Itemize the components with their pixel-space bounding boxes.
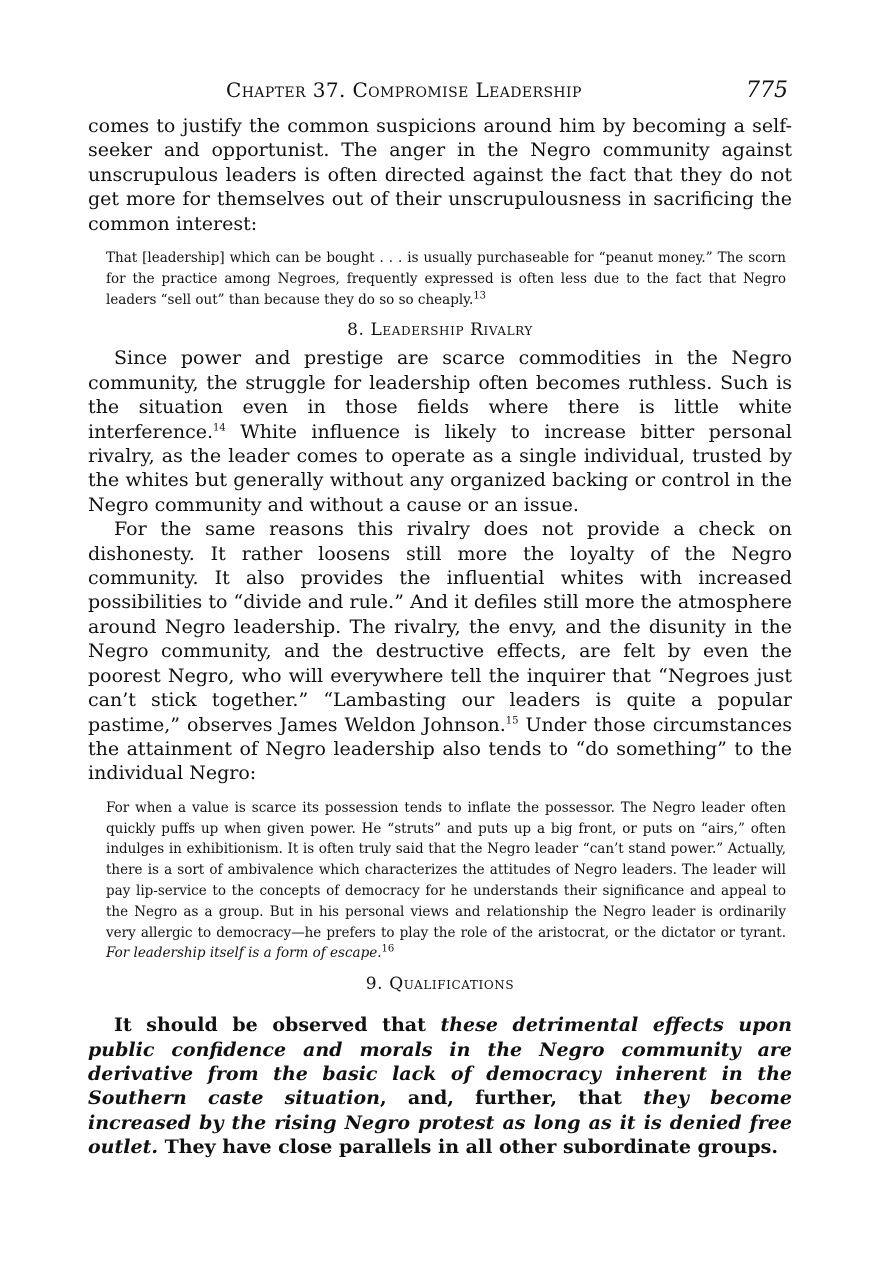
block-quote-1-text: That [leadership] which can be bought . . . is usually purchaseable for “peanut money.” The scorn for the practice among Negroes, frequently expressed is often less due to the fact that Negro leaders “sell out” than because they do so so cheaply. [106,250,786,308]
block-quote-2-italic: For leadership itself is a form of escape. [106,945,382,962]
section-heading-9: 9. Qualifications [365,974,515,995]
footnote-ref-13: 13 [473,290,487,302]
footnote-ref-16: 16 [381,943,395,955]
paragraph-4-emphasis-2: they become increased by the rising Negro protest as long as it is denied free outlet. [88,1087,792,1159]
paragraph-4-c: , and, further, that [379,1087,644,1110]
paragraph-1: comes to justify the common suspicions around him by becoming a self-seeker and opportunist. The anger in the Negro community against unscrupulous leaders is often directed against the fact that they do not get more for themselves out of their unscrupulousness in sacrificing the common interest: [88,115,792,235]
paragraph-4-a: It should be observed that [114,1014,441,1037]
paragraph-2 [88,346,792,517]
paragraph-2-text: Since power and prestige are scarce commodities in the Negro community, the struggle for leadership often becomes ruthless. Such is the situation even in those fields where there is little white interference. [88,347,792,443]
block-quote-2 [106,798,786,964]
section-heading-8: 8. Leadership Rivalry [347,320,533,341]
block-quote-2-text: For when a value is scarce its possession tends to inflate the possessor. The Negro leader often quickly puffs up when given power. He “struts” and puts up a big front, or puts on “airs,” often indulges in exhibitionism. It is often truly said that the Negro leader “can’t stand power.” Actually, there is a sort of ambivalence which characterizes the attitudes of Negro leaders. The leader will pay lip-service to the concepts of democracy for he understands their significance and appeal to the Negro as a group. But in his personal views and relationship the Negro leader is ordinarily very allergic to democracy—he prefers to play the role of the aristocrat, or the dictator or tyrant. [106,799,786,941]
paragraph-4-e: They have close parallels in all other subordinate groups. [157,1136,778,1159]
chapter-title: Chapter 37. Compromise Leadership [226,78,582,102]
paragraph-4-emphasis-1: these detrimental effects upon public confidence and morals in the Negro community are derivative from the basic lack of democracy inherent in the Southern caste situation [88,1014,792,1110]
paragraph-2-text-after: White influence is likely to increase bitter personal rivalry, as the leader comes to operate as a single individual, trusted by the whites but generally without any organized backing or control in the Negro community and without a cause or an issue. [88,420,792,516]
paragraph-3 [88,517,792,785]
running-header [88,70,792,114]
block-quote-1 [106,248,786,310]
book-page [88,70,792,1179]
paragraph-4 [88,1013,792,1159]
paragraph-3-text-after: Under those circumstances the attainment of Negro leadership also tends to “do something” to the individual Negro: [88,713,792,785]
paragraph-3-text: For the same reasons this rivalry does not provide a check on dishonesty. It rather loosens still more the loyalty of the Negro community. It also provides the influential whites with increased possibilities to “divide and rule.” And it defiles still more the atmosphere around Negro leadership. The rivalry, the envy, and the disunity in the Negro community, and the destructive effects, are felt by even the poorest Negro, who will everywhere tell the inquirer that “Negroes just can’t stick together.” “Lambasting our leaders is quite a popular pastime,” observes James Weldon Johnson. [88,518,792,736]
page-number: 775 [746,78,788,103]
footnote-ref-15: 15 [505,715,519,727]
footnote-ref-14: 14 [213,422,226,434]
